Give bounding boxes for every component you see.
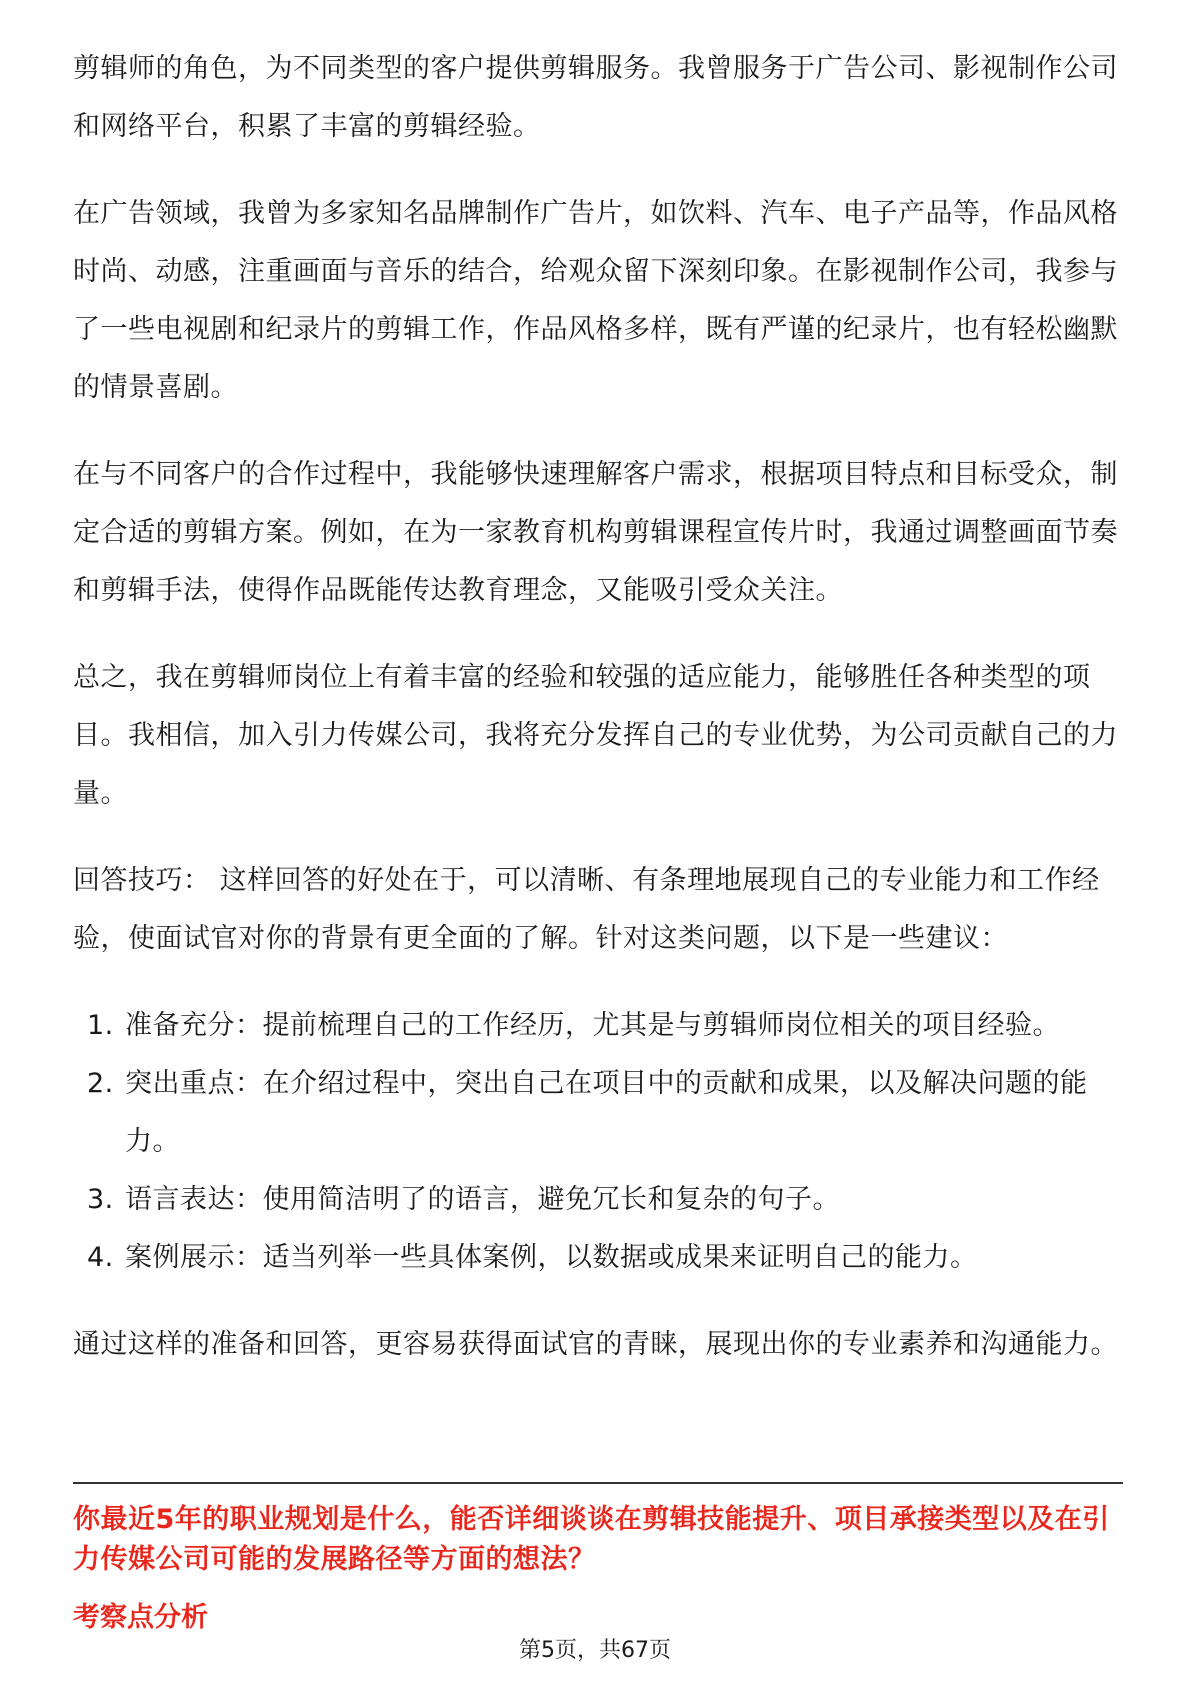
page-number: 第5页，共67页 (519, 1638, 671, 1663)
list-item-number: 4. (87, 1242, 114, 1273)
list-item-text: 突出重点：在介绍过程中，突出自己在项目中的贡献和成果，以及解决问题的能力。 (125, 1068, 1088, 1157)
list-item-text: 语言表达：使用简洁明了的语言，避免冗长和复杂的句子。 (125, 1184, 840, 1215)
list-item (73, 1229, 1123, 1287)
paragraph-closing: 通过这样的准备和回答，更容易获得面试官的青睐，展现出你的专业素养和沟通能力。 (73, 1329, 1118, 1360)
document-body (73, 40, 1123, 1403)
paragraph-intro: 剪辑师的角色，为不同类型的客户提供剪辑服务。我曾服务于广告公司、影视制作公司和网络平台，积累了丰富的剪辑经验。 (73, 53, 1118, 142)
list-item (73, 997, 1123, 1055)
list-item (73, 1055, 1123, 1171)
list-item-number: 3. (87, 1184, 114, 1215)
list-item (73, 1171, 1123, 1229)
list-item-text: 准备充分：提前梳理自己的工作经历，尤其是与剪辑师岗位相关的项目经验。 (125, 1010, 1060, 1041)
paragraph-collaboration: 在与不同客户的合作过程中，我能够快速理解客户需求，根据项目特点和目标受众，制定合适的剪辑方案。例如，在为一家教育机构剪辑课程宣传片时，我通过调整画面节奏和剪辑手法，使得作品既能传达教育理念，又能吸引受众关注。 (73, 459, 1118, 606)
list-item-number: 2. (87, 1068, 114, 1099)
paragraph-advertising: 在广告领域，我曾为多家知名品牌制作广告片，如饮料、汽车、电子产品等，作品风格时尚、动感，注重画面与音乐的结合，给观众留下深刻印象。在影视制作公司，我参与了一些电视剧和纪录片的剪辑工作，作品风格多样，既有严谨的纪录片，也有轻松幽默的情景喜剧。 (73, 198, 1118, 403)
section-divider (73, 1482, 1123, 1484)
question-heading: 你最近5年的职业规划是什么，能否详细谈谈在剪辑技能提升、项目承接类型以及在引力传媒公司可能的发展路径等方面的想法？ (73, 1504, 1110, 1575)
list-item-number: 1. (87, 1010, 114, 1041)
list-item-text: 案例展示：适当列举一些具体案例，以数据或成果来证明自己的能力。 (125, 1242, 978, 1273)
analysis-heading: 考察点分析 (73, 1602, 208, 1633)
paragraph-summary: 总之，我在剪辑师岗位上有着丰富的经验和较强的适应能力，能够胜任各种类型的项目。我相信，加入引力传媒公司，我将充分发挥自己的专业优势，为公司贡献自己的力量。 (73, 662, 1118, 809)
paragraph-answer-tips: 回答技巧： 这样回答的好处在于，可以清晰、有条理地展现自己的专业能力和工作经验，使面试官对你的背景有更全面的了解。针对这类问题，以下是一些建议： (73, 865, 1100, 954)
tips-list (73, 997, 1123, 1287)
